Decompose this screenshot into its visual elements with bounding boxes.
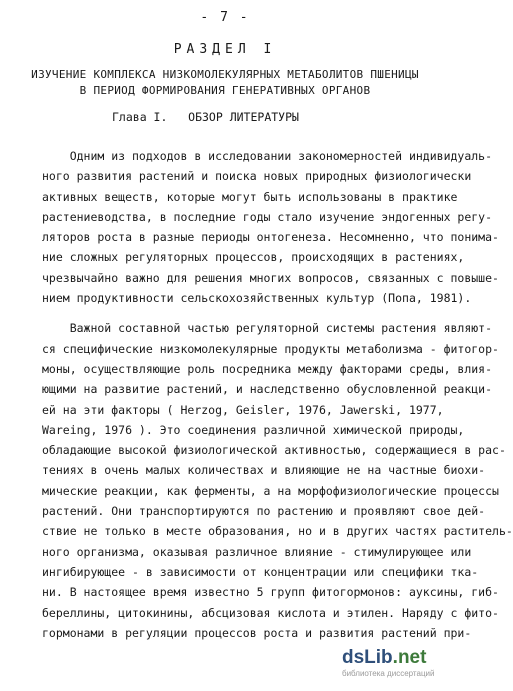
paragraph-2-line: обладающие высокой физиологической активностью, содержащиеся в рас- xyxy=(42,443,506,458)
paragraph-1-line: Одним из подходов в исследовании закономерностей индивидуаль- xyxy=(42,149,493,163)
paragraph-2-line: береллины, цитокинины, абсцизовая кислота и этилен. Наряду с фито- xyxy=(42,605,499,620)
watermark-subtitle: библиотека диссертаций xyxy=(342,669,435,678)
paragraph-2-line: Важной составной частью регуляторной системы растения являют- xyxy=(42,321,493,336)
paragraph-2-line: ни. В настоящее время известно 5 групп фитогормонов: ауксины, гиб- xyxy=(42,585,499,600)
paragraph-2-line: тениях в очень малых количествах и влияющие не на частные биохи- xyxy=(42,463,486,478)
chapter-title: Глава I. ОБЗОР ЛИТЕРАТУРЫ xyxy=(112,110,299,124)
watermark-logo xyxy=(342,648,446,668)
paragraph-2-line: ся специфические низкомолекулярные продукты метаболизма - фитогор- xyxy=(42,341,499,356)
paragraph-2-line: мические реакции, как ферменты, а на морфофизиологические процессы xyxy=(42,483,499,498)
paragraph-spacer xyxy=(42,308,434,318)
paragraph-1-line: ние сложных регуляторных процессов, происходящих в растениях, xyxy=(42,250,465,265)
paragraph-2-line: ствие не только в месте образования, но и в других частях раститель- xyxy=(42,524,513,539)
page-number: - 7 - xyxy=(200,10,250,25)
paragraph-2-line: растений. Они транспортируются по растению и проявляют свое дей- xyxy=(42,504,486,519)
paragraph-2-line: ингибирующее - в зависимости от концентрации или специфики тка- xyxy=(42,564,479,579)
section-title: РАЗДЕЛ I xyxy=(173,42,277,57)
paragraph-1-line: нием продуктивности сельскохозяйственных культур (Попа, 1981). xyxy=(42,291,472,306)
body-text xyxy=(42,146,513,643)
paragraph-2-line: моны, осуществляющие роль посредника между факторами среды, влия- xyxy=(42,361,493,376)
paragraph-1-line: ного развития растений и поиска новых природных физиологически xyxy=(42,169,472,184)
paragraph-2-line: ного организма, оказывая различное влияние - стимулирующее или xyxy=(42,544,472,559)
paragraph-1-line: активных веществ, которые могут быть использованы в практике xyxy=(42,189,458,204)
paragraph-2-line: гормонами в регуляции процессов роста и развития растений при- xyxy=(42,625,472,640)
heading-line-1: ИЗУЧЕНИЕ КОМПЛЕКСА НИЗКОМОЛЕКУЛЯРНЫХ МЕТАБОЛИТОВ ПШЕНИЦЫ xyxy=(31,68,419,81)
paragraph-2-line: ей на эти факторы ( Herzog, Geisler, 1976, Jawerski, 1977, xyxy=(42,402,444,417)
paragraph-2-line: Wareing, 1976 ). Это соединения различной химической природы, xyxy=(42,422,465,437)
paragraph-1-line: ляторов роста в разные периоды онтогенеза. Несомненно, что понима- xyxy=(42,230,499,245)
heading-line-2: В ПЕРИОД ФОРМИРОВАНИЯ ГЕНЕРАТИВНЫХ ОРГАНОВ xyxy=(79,84,371,97)
paragraph-1-line: растениеводства, в последние годы стало изучение эндогенных регу- xyxy=(42,209,493,224)
watermark-logo-suffix: .net xyxy=(392,647,427,668)
watermark xyxy=(342,648,446,679)
paragraph-1-line: чрезвычайно важно для решения многих вопросов, связанных с повыше- xyxy=(42,270,499,285)
watermark-logo-main: dsLib xyxy=(342,647,393,668)
paragraph-2-line: ющими на развитие растений, и наследственно обусловленной реакци- xyxy=(42,382,493,397)
